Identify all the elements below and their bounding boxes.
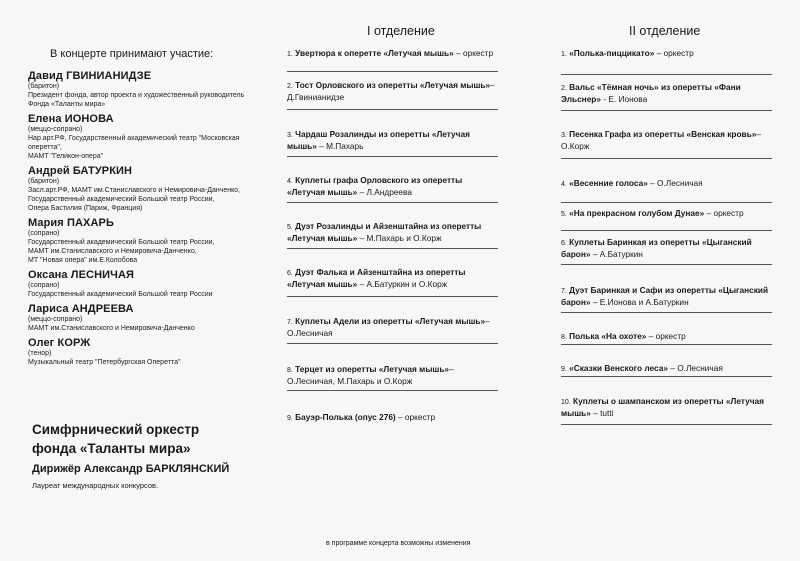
item-number: 4. — [561, 181, 567, 188]
program-item — [561, 129, 771, 152]
item-title: Дуэт Фалька и Айзенштайна из оперетты «Летучая мышь» — [287, 267, 466, 289]
item-performer: – О.Корж — [561, 129, 761, 151]
item-number: 6. — [561, 240, 567, 247]
item-performer: – А.Батуркин — [590, 249, 643, 259]
item-title: Куплеты графа Орловского из оперетты «Летучая мышь» — [287, 175, 463, 197]
item-title: Дуэт Розалинды и Айзенштайна из оперетты «Летучая мышь» — [287, 221, 482, 243]
item-number: 1. — [287, 51, 293, 58]
item-performer: – Е.Ионова и А.Батуркин — [590, 297, 689, 307]
performer-name: Олег КОРЖ — [28, 337, 91, 349]
item-number: 3. — [287, 132, 293, 139]
item-separator-line — [287, 202, 498, 203]
performer-entry — [28, 165, 268, 213]
item-number: 10. — [561, 399, 571, 406]
part-2-title: II отделение — [629, 24, 701, 38]
item-performer: – О.Лесничая, М.Пахарь и О.Корж — [287, 364, 454, 386]
program-item — [561, 82, 771, 105]
item-separator-line — [287, 71, 498, 72]
item-title: Куплеты Адели из оперетты «Летучая мышь» — [295, 316, 486, 326]
performer-name: Андрей БАТУРКИН — [28, 165, 133, 177]
performer-name: Мария ПАХАРЬ — [28, 217, 114, 229]
program-item — [561, 331, 771, 343]
item-separator-line — [561, 344, 772, 345]
item-separator-line — [561, 376, 772, 377]
item-performer: – оркестр — [654, 48, 694, 58]
performer-description: МАМТ им.Станиславского и Немировича-Данченко — [28, 325, 195, 332]
item-title: Песенка Графа из оперетты «Венская кровь» — [569, 129, 757, 139]
item-title: «Сказки Венского леса» — [569, 363, 668, 373]
performers-list — [28, 70, 268, 367]
program-item — [287, 175, 497, 198]
item-separator-line — [561, 230, 772, 231]
program-item — [287, 129, 497, 152]
item-number: 1. — [561, 51, 567, 58]
performer-description: Засл.арт.РФ, МАМТ им.Станиславского и Немировича-Данченко, Государственный академический Большой театр России, Опера Бастилия (Париж, Франция) — [28, 187, 241, 212]
item-performer: - Е. Ионова — [601, 94, 648, 104]
performer-description: Государственный академический Большой театр России, МАМТ им.Станиславского и Немировича-Данченко, МТ "Новая опера" им.Е.Колобова — [28, 239, 215, 264]
performer-entry — [28, 113, 268, 161]
item-number: 6. — [287, 270, 293, 277]
program-item — [287, 316, 497, 339]
item-number: 8. — [287, 367, 293, 374]
program-item — [561, 237, 771, 260]
item-title: Вальс «Тёмная ночь» из оперетты «Фани Эльснер» — [561, 82, 741, 104]
item-performer: – оркестр — [453, 48, 494, 58]
item-performer: – О.Лесничая — [668, 363, 723, 373]
item-number: 7. — [561, 288, 567, 295]
item-performer: – оркестр — [646, 331, 686, 341]
item-performer: – О.Лесничая — [287, 316, 490, 338]
item-number: 2. — [561, 85, 567, 92]
item-separator-line — [287, 390, 498, 391]
performer-name: Оксана ЛЕСНИЧАЯ — [28, 269, 135, 281]
item-title: Куплеты Баринкая из оперетты «Цыганский барон» — [561, 237, 752, 259]
performer-voice: (сопрано) — [28, 282, 60, 289]
performer-description: Государственный академический Большой театр России — [28, 291, 213, 298]
item-title: «Весенние голоса» — [569, 178, 648, 188]
performer-description: Нар.арт.РФ, Государственный академический театр "Московская оперетта", МАМТ "Геликон-опера" — [28, 135, 240, 160]
program-item — [287, 267, 497, 290]
performer-entry — [28, 303, 268, 333]
performer-entry — [28, 337, 268, 367]
item-title: Тост Орловского из оперетты «Летучая мышь» — [295, 80, 491, 90]
part-1-title: I отделение — [367, 24, 435, 38]
performer-voice: (баритон) — [28, 83, 60, 90]
item-number: 2. — [287, 83, 293, 90]
program-item — [561, 396, 771, 419]
item-performer: – tutti — [590, 408, 614, 418]
item-separator-line — [561, 74, 772, 75]
performers-section — [28, 48, 268, 371]
item-number: 9. — [287, 415, 293, 422]
item-performer: – А.Батуркин и О.Корж — [357, 279, 448, 289]
performer-entry — [28, 269, 268, 299]
item-title: Бауэр-Полька (опус 276) — [295, 412, 396, 422]
item-performer: – Л.Андреева — [357, 187, 412, 197]
performer-entry — [28, 217, 268, 265]
conductor-laureate: Лауреат международных конкурсов. — [32, 481, 159, 490]
item-separator-line — [561, 202, 772, 203]
item-performer: – О.Лесничая — [647, 178, 703, 188]
item-number: 5. — [561, 211, 567, 218]
orchestra-title: Симфрнический оркестр фонда «Таланты мира» — [32, 422, 200, 456]
performer-name: Лариса АНДРЕЕВА — [28, 303, 134, 315]
program-item — [561, 285, 771, 308]
program-item — [561, 178, 771, 190]
item-number: 3. — [561, 132, 567, 139]
program-item — [287, 221, 497, 244]
item-title: Терцет из оперетты «Летучая мышь» — [295, 364, 450, 374]
performer-voice: (баритон) — [28, 178, 60, 185]
program-item — [561, 363, 771, 375]
item-separator-line — [561, 312, 772, 313]
item-separator-line — [561, 110, 772, 111]
item-separator-line — [287, 343, 498, 344]
item-separator-line — [561, 424, 772, 425]
conductor-name: Дирижёр Александр БАРКЛЯНСКИЙ — [32, 463, 230, 475]
performer-description: Музыкальный театр "Петербургская Оперетта" — [28, 359, 181, 366]
item-separator-line — [561, 158, 772, 159]
item-title: «Полька-пиццикато» — [569, 48, 655, 58]
item-title: Увертюра к оперетте «Летучая мышь» — [295, 48, 454, 58]
performer-description: Президент фонда, автор проекта и художественный руководитель Фонда «Таланты мира» — [28, 92, 245, 108]
item-performer: – М.Пахарь — [316, 141, 364, 151]
item-number: 5. — [287, 224, 293, 231]
orchestra-block — [32, 420, 272, 490]
item-title: Дуэт Баринкая и Сафи из оперетты «Цыганский барон» — [561, 285, 769, 307]
item-title: Полька «На охоте» — [569, 331, 647, 341]
item-number: 4. — [287, 178, 293, 185]
program-change-note: в программе концерта возможны изменения — [326, 540, 471, 547]
item-separator-line — [287, 248, 498, 249]
program-item — [287, 48, 497, 60]
item-title: Чардаш Розалинды из оперетты «Летучая мышь» — [287, 129, 470, 151]
performer-entry — [28, 70, 268, 109]
item-separator-line — [287, 296, 498, 297]
performer-voice: (меццо-сопрано) — [28, 316, 83, 323]
item-separator-line — [287, 109, 498, 110]
performer-voice: (тенор) — [28, 350, 52, 357]
program-item — [287, 80, 497, 103]
performer-name: Елена ИОНОВА — [28, 113, 114, 125]
performer-name: Давид ГВИНИАНИДЗЕ — [28, 70, 152, 82]
program-item — [287, 412, 497, 424]
program-item — [561, 208, 771, 220]
item-performer: – Д.Гвинианидзе — [287, 80, 495, 102]
item-separator-line — [561, 264, 772, 265]
item-title: Куплеты о шампанском из оперетты «Летучая мышь» — [561, 396, 765, 418]
performer-voice: (сопрано) — [28, 230, 60, 237]
item-number: 8. — [561, 334, 567, 341]
item-title: «На прекрасном голубом Дунае» — [569, 208, 705, 218]
item-performer: – оркестр — [704, 208, 744, 218]
program-item — [561, 48, 771, 60]
performers-intro: В концерте принимают участие: — [50, 48, 214, 60]
item-performer: – оркестр — [395, 412, 436, 422]
program-item — [287, 364, 497, 387]
item-number: 7. — [287, 319, 293, 326]
item-number: 9. — [561, 366, 567, 373]
performer-voice: (меццо-сопрано) — [28, 126, 83, 133]
item-performer: – М.Пахарь и О.Корж — [357, 233, 442, 243]
item-separator-line — [287, 156, 498, 157]
